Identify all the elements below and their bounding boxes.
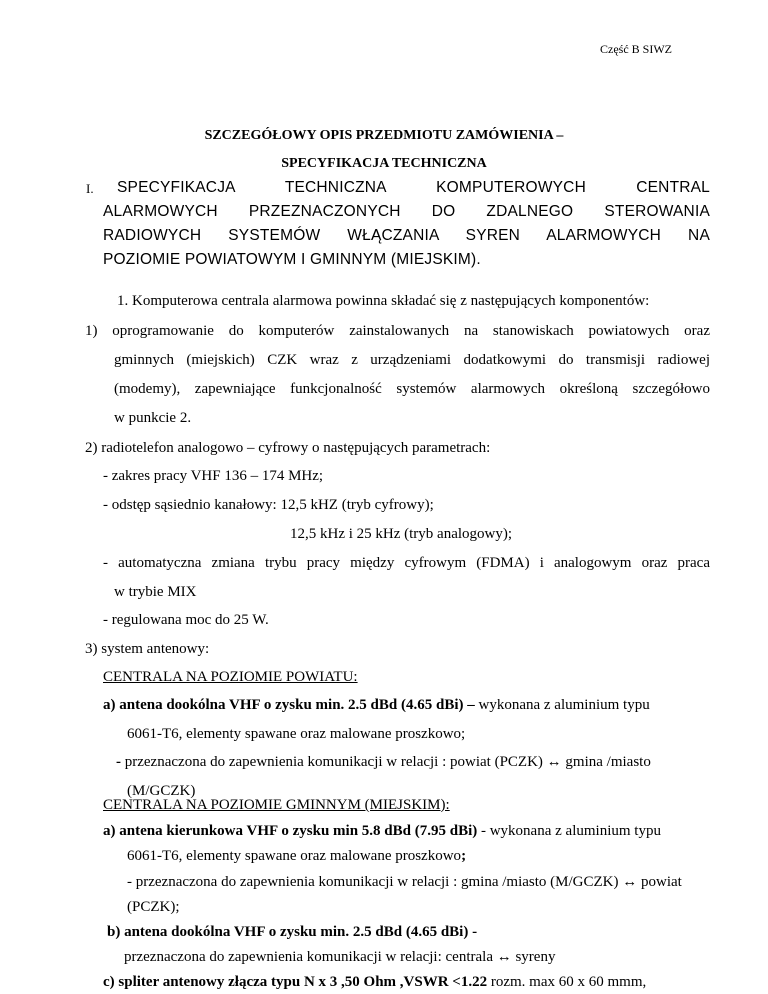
gmina-antenna-a-line3: - przeznaczona do zapewnienia komunikacji w relacji : gmina /miasto (M/GCZK) ↔ powiat [127, 874, 682, 890]
gmina-heading: CENTRALA NA POZIOMIE GMINNYM (MIEJSKIM): [103, 797, 450, 813]
powiat-antenna-a-line4: (M/GCZK) [127, 783, 196, 799]
powiat-antenna-a-line2: 6061-T6, elementy spawane oraz malowane proszkowo; [127, 726, 466, 742]
section-number: I. [86, 181, 94, 196]
header-part-label: Część B SIWZ [600, 42, 672, 56]
gmina-splitter-line [103, 974, 646, 991]
item2-mode-line1: - automatyczna zmiana trybu pracy między cyfrowym (FDMA) i analogowym oraz praca [103, 555, 710, 571]
powiat-antenna-a-material: wykonana z aluminium typu [474, 697, 650, 713]
item2-heading: 2) radiotelefon analogowo – cyfrowy o następujących parametrach: [85, 440, 491, 456]
item2-power: - regulowana moc do 25 W. [103, 612, 269, 628]
powiat-heading: CENTRALA NA POZIOMIE POWIATU: [103, 669, 358, 685]
gmina-antenna-a-line4: (PCZK); [127, 899, 180, 915]
powiat-antenna-a-line1 [103, 697, 650, 714]
gmina-splitter-size: rozm. max 60 x 60 mmm, [487, 974, 647, 990]
gmina-antenna-b-title: b) antena dookólna VHF o zysku min. 2.5 dBd (4.65 dBi) - [107, 924, 478, 940]
document-title-line2: SPECYFIKACJA TECHNICZNA [281, 156, 487, 171]
section-heading-line1: SPECYFIKACJA TECHNICZNA KOMPUTEROWYCH CENTRAL [117, 179, 710, 196]
item2-range: - zakres pracy VHF 136 – 174 MHz; [103, 468, 324, 484]
powiat-antenna-a-title: a) antena dookólna VHF o zysku min. 2.5 dBd (4.65 dBi) – [103, 697, 475, 713]
item1-line4: w punkcie 2. [114, 410, 192, 426]
item3-heading: 3) system antenowy: [85, 641, 210, 657]
document-title-line1: SZCZEGÓŁOWY OPIS PRZEDMIOTU ZAMÓWIENIA – [204, 128, 564, 143]
item2-mode-line2: w trybie MIX [114, 584, 197, 600]
gmina-antenna-a-title: a) antena kierunkowa VHF o zysku min 5.8 dBd (7.95 dBi) [103, 823, 478, 839]
item1-line3: (modemy), zapewniające funkcjonalność systemów alarmowych określoną szczegółowo [114, 381, 710, 397]
gmina-antenna-a-material: - wykonana z aluminium typu [477, 823, 661, 839]
item1-line1: 1) oprogramowanie do komputerów zainstalowanych na stanowiskach powiatowych oraz [85, 323, 710, 339]
gmina-semicolon: ; [461, 848, 467, 864]
section-heading-line3: RADIOWYCH SYSTEMÓW WŁĄCZANIA SYREN ALARMOWYCH NA [103, 227, 710, 244]
gmina-antenna-b-line2: przeznaczona do zapewnienia komunikacji w relacji: centrala ↔ syreny [124, 949, 556, 965]
powiat-antenna-a-line3 [116, 754, 651, 771]
gmina-antenna-a-finish: 6061-T6, elementy spawane oraz malowane proszkowo [127, 848, 462, 864]
powiat-dash: - [116, 754, 121, 770]
gmina-antenna-a-line2 [127, 848, 466, 865]
section-heading-line2: ALARMOWYCH PRZEZNACZONYCH DO ZDALNEGO STEROWANIA [103, 203, 710, 220]
powiat-relation-text: przeznaczona do zapewnienia komunikacji w relacji : powiat (PCZK) ↔ gmina /miasto [121, 754, 651, 770]
gmina-splitter-title: c) spliter antenowy złącza typu N x 3 ,50 Ohm ,VSWR <1.22 [103, 974, 488, 990]
section-heading-line4: POZIOMIE POWIATOWYM I GMINNYM (MIEJSKIM). [103, 251, 481, 268]
gmina-antenna-a-line1 [103, 823, 661, 840]
item2-spacing: - odstęp sąsiednio kanałowy: 12,5 kHZ (tryb cyfrowy); [103, 497, 434, 513]
intro-paragraph: 1. Komputerowa centrala alarmowa powinna składać się z następujących komponentów: [117, 293, 650, 309]
item2-spacing-analog: 12,5 kHz i 25 kHz (tryb analogowy); [290, 526, 513, 542]
item1-line2: gminnych (miejskich) CZK wraz z urządzeniami dodatkowymi do transmisji radiowej [114, 352, 710, 368]
